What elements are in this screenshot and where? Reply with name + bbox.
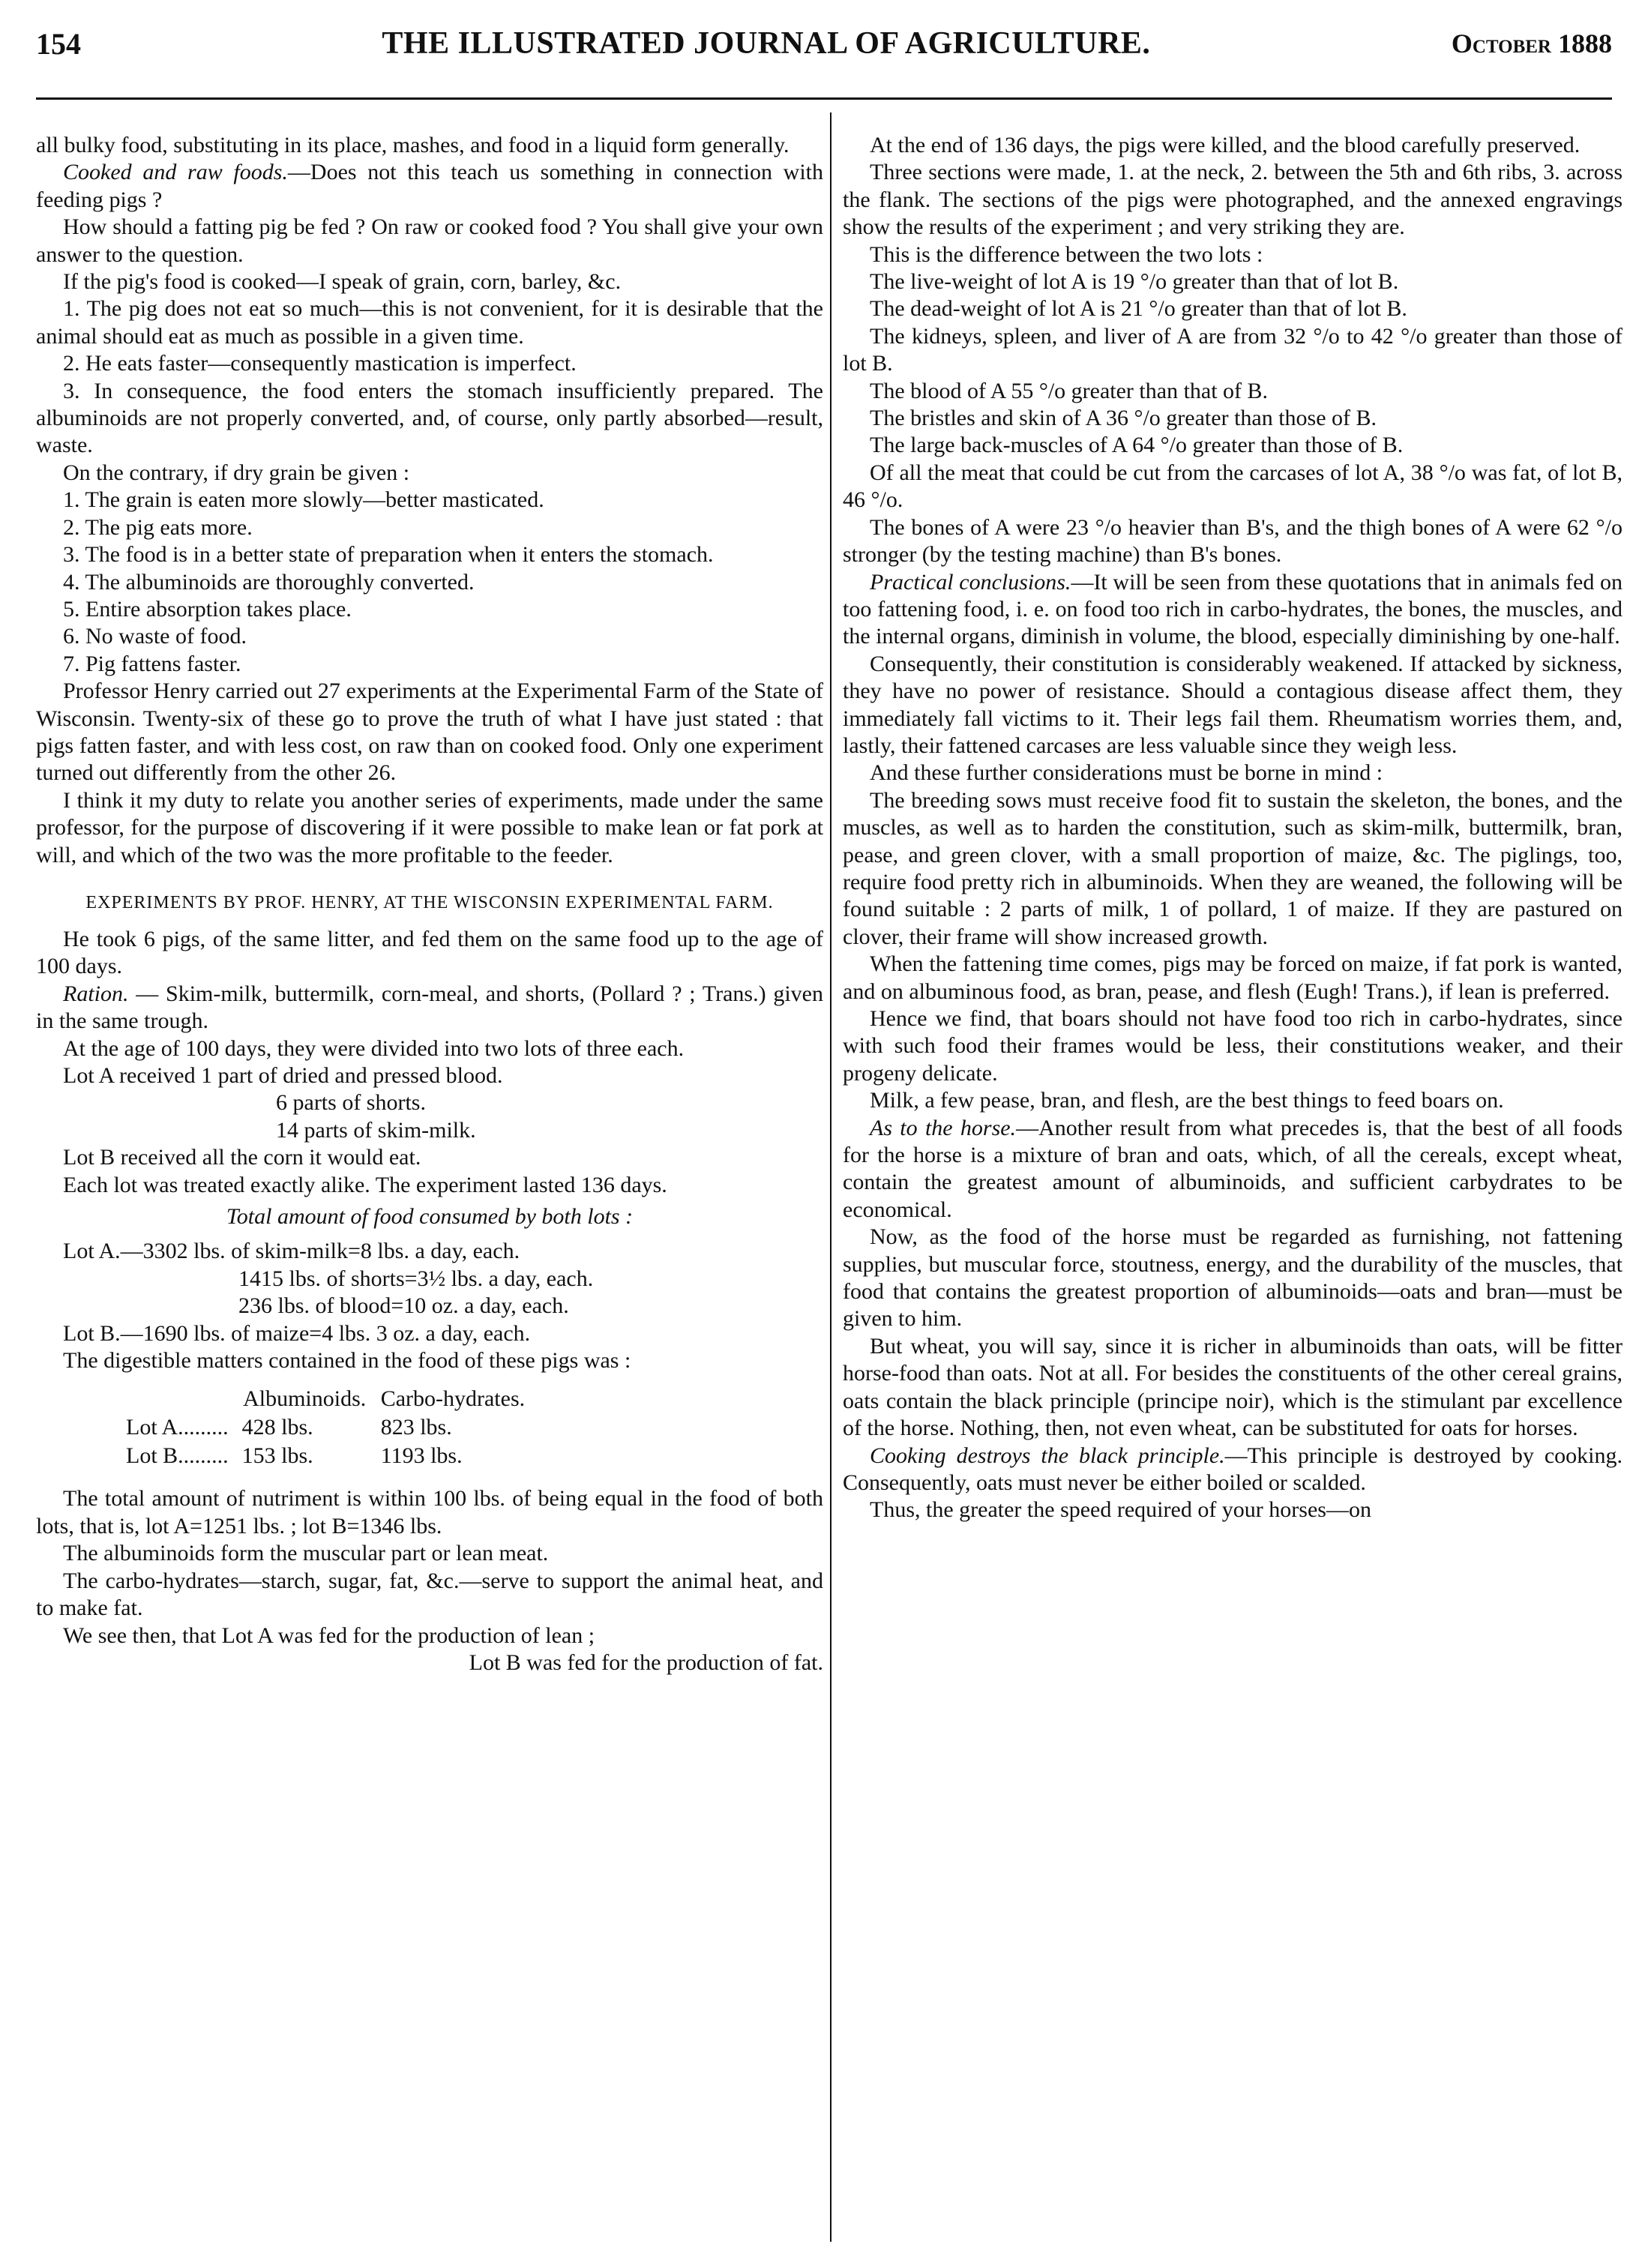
paragraph: We see then, that Lot A was fed for the production of lean ;: [63, 1622, 595, 1648]
table-header: [126, 1385, 242, 1413]
paragraph: [843, 569, 1623, 651]
paragraph: This is the difference between the two lots :: [870, 241, 1263, 267]
paragraph: If the pig's food is cooked—I speak of grain, corn, barley, &c.: [63, 269, 622, 295]
paragraph: Three sections were made, 1. at the neck, 2. between the 5th and 6th ribs, 3. across the flank. The sections of the pigs were photographed, and the annexed engravings show the results of the experiment ; and very striking they are.: [843, 160, 1623, 240]
paragraph: He took 6 pigs, of the same litter, and fed them on the same food up to the age of 100 days.: [36, 926, 823, 979]
list-item: 5. Entire absorption takes place.: [63, 596, 352, 622]
section-heading: EXPERIMENTS BY PROF. HENRY, AT THE WISCONSIN EXPERIMENTAL FARM.: [85, 892, 774, 912]
paragraph: The digestible matters contained in the food of these pigs was :: [63, 1348, 631, 1374]
table-cell: 153 lbs.: [241, 1443, 313, 1469]
paragraph: [36, 159, 823, 214]
paragraph-continuation: 14 parts of skim-milk.: [276, 1117, 476, 1143]
paragraph: The large back-muscles of A 64 °/o greater than those of B.: [870, 433, 1404, 458]
paragraph: The breeding sows must receive food fit to sustain the skeleton, the bones, and the muscles, as well as to harden the constitution, such as skim-milk, buttermilk, bran, pease, and green clover, with a small proportion of maize, &c. The piglings, too, require food pretty rich in albuminoids. When they are weaned, the following will be found suitable : 2 parts of milk, 1 of pollard, 1 of maize. If they are pastured on clover, their frame will show increased growth.: [843, 787, 1623, 949]
list-item: 4. The albuminoids are thoroughly converted.: [63, 569, 475, 595]
paragraph: The bones of A were 23 °/o heavier than B's, and the thigh bones of A were 62 °/o stronger (by the testing machine) than B's bones.: [843, 514, 1623, 568]
left-column: [36, 132, 823, 2239]
header-rule: [36, 97, 1612, 100]
paragraph: On the contrary, if dry grain be given :: [63, 460, 410, 485]
table-cell: 1193 lbs.: [380, 1443, 463, 1469]
page-number: 154: [36, 26, 81, 61]
paragraph: The carbo-hydrates—starch, sugar, fat, &c.—serve to support the animal heat, and to make fat.: [36, 1568, 823, 1621]
paragraph: [843, 1443, 1623, 1497]
paragraph-continuation: 236 lbs. of blood=10 oz. a day, each.: [238, 1293, 569, 1319]
paragraph-continuation: Lot B was fed for the production of fat.: [469, 1649, 823, 1675]
list-item: 1. The grain is eaten more slowly—better masticated.: [63, 487, 544, 513]
paragraph: [36, 981, 823, 1035]
digestible-matters-table: [126, 1385, 538, 1470]
paragraph: Now, as the food of the horse must be regarded as furnishing, not fattening supplies, but muscular force, stoutness, energy, and the durability of the muscles, that food that contains the greatest proportion of albuminoids—oats and bran—must be given to him.: [843, 1224, 1623, 1332]
run-in-heading: Cooking destroys the black principle.: [870, 1443, 1225, 1468]
list-item: 3. In consequence, the food enters the stomach insufficiently prepared. The albuminoids are not properly converted, and, of course, only partly absorbed—result, waste.: [36, 378, 823, 458]
paragraph: I think it my duty to relate you another series of experiments, made under the same professor, for the purpose of discovering if it were possible to make lean or fat pork at will, and which of the two was the more profitable to the feeder.: [36, 787, 823, 867]
table-header: Carbo-hydrates.: [380, 1386, 526, 1412]
table-header-row: [126, 1385, 538, 1413]
list-item: 3. The food is in a better state of preparation when it enters the stomach.: [63, 542, 714, 568]
table-cell: Lot A.........: [126, 1415, 229, 1440]
table-header: Albuminoids.: [243, 1386, 367, 1412]
paragraph: Thus, the greater the speed required of your horses—on: [870, 1497, 1371, 1523]
paragraph-text: —Does not this teach us something in connection with feeding pigs ?: [36, 160, 823, 212]
paragraph: When the fattening time comes, pigs may be forced on maize, if fat pork is wanted, and on albuminous food, as bran, pease, and flesh (Eugh! Trans.), if lean is preferred.: [843, 951, 1623, 1004]
paragraph: Lot B.—1690 lbs. of maize=4 lbs. 3 oz. a day, each.: [63, 1320, 531, 1346]
paragraph: The live-weight of lot A is 19 °/o greater than that of lot B.: [870, 269, 1399, 295]
run-in-heading: As to the horse.: [870, 1115, 1017, 1140]
table-cell: Lot B.........: [126, 1443, 229, 1469]
paragraph-text: — Skim-milk, buttermilk, corn-meal, and shorts, (Pollard ? ; Trans.) given in the same trough.: [36, 981, 823, 1034]
paragraph: How should a fatting pig be fed ? On raw or cooked food ? You shall give your own answer to the question.: [36, 214, 823, 267]
paragraph: Consequently, their constitution is considerably weakened. If attacked by sickness, they have no power of resistance. Should a contagious disease affect them, they immediately fall victims to it. Their legs fail them. Rheumatism worries them, and, lastly, their fattened carcases are less valuable since they weigh less.: [843, 651, 1623, 758]
list-item: 2. He eats faster—consequently mastication is imperfect.: [63, 351, 577, 376]
paragraph: Professor Henry carried out 27 experiments at the Experimental Farm of the State of Wisconsin. Twenty-six of these go to prove the truth of what I have just stated : that pigs fatten faster, and with less cost, on raw than on cooked food. Only one experiment turned out differently from the other 26.: [36, 679, 823, 786]
paragraph-continuation: 1415 lbs. of shorts=3½ lbs. a day, each.: [238, 1266, 594, 1291]
subheading: Total amount of food consumed by both lots :: [226, 1204, 634, 1230]
table-cell: 823 lbs.: [380, 1415, 452, 1440]
paragraph: The bristles and skin of A 36 °/o greater than those of B.: [870, 406, 1377, 431]
paragraph: The total amount of nutriment is within 100 lbs. of being equal in the food of both lots, that is, lot A=1251 lbs. ; lot B=1346 lbs.: [36, 1486, 823, 1538]
paragraph-continuation: 6 parts of shorts.: [276, 1090, 426, 1116]
issue-date: October 1888: [1451, 28, 1612, 58]
paragraph: But wheat, you will say, since it is richer in albuminoids than oats, will be fitter horse-food than oats. Not at all. For besides the constituents of the other cereal grains, oats contain the black principle (principe noir), which is the stimulant par excellence of the horse. Nothing, then, not even wheat, can be substituted for oats for horses.: [843, 1333, 1623, 1441]
paragraph-text: —It will be seen from these quotations that in animals fed on too fattening food, i. e. on food too rich in carbo-hydrates, the bones, the muscles, and the internal organs, diminish in volume, the blood, especially diminishing by one-half.: [843, 569, 1623, 649]
table-cell: 428 lbs.: [241, 1415, 313, 1440]
paragraph: And these further considerations must be borne in mind :: [870, 760, 1383, 786]
paragraph: Of all the meat that could be cut from the carcases of lot A, 38 °/o was fat, of lot B, 46 °/o.: [843, 460, 1623, 513]
right-column: [843, 132, 1623, 2239]
list-item: 7. Pig fattens faster.: [63, 651, 241, 676]
run-in-heading: Ration.: [63, 981, 129, 1006]
paragraph-text: —This principle is destroyed by cooking. Consequently, oats must never be either boiled or scalded.: [843, 1443, 1623, 1495]
paragraph: The albuminoids form the muscular part or lean meat.: [63, 1541, 549, 1566]
run-in-heading: Practical conclusions.: [870, 569, 1071, 595]
paragraph: [843, 1115, 1623, 1224]
column-divider: [830, 112, 831, 2242]
table-row: [126, 1413, 538, 1442]
paragraph: Lot B received all the corn it would eat.: [63, 1145, 421, 1170]
paragraph: Lot A.—3302 lbs. of skim-milk=8 lbs. a day, each.: [63, 1239, 520, 1264]
paragraph: The blood of A 55 °/o greater than that of B.: [870, 378, 1269, 403]
paragraph: The dead-weight of lot A is 21 °/o greater than that of lot B.: [870, 296, 1407, 322]
paragraph: Each lot was treated exactly alike. The experiment lasted 136 days.: [63, 1172, 667, 1197]
list-item: 6. No waste of food.: [63, 624, 247, 649]
paragraph: The kidneys, spleen, and liver of A are from 32 °/o to 42 °/o greater than those of lot B.: [843, 323, 1623, 376]
paragraph: At the end of 136 days, the pigs were killed, and the blood carefully preserved.: [870, 133, 1581, 157]
list-item: 2. The pig eats more.: [63, 514, 253, 540]
journal-title: THE ILLUSTRATED JOURNAL OF AGRICULTURE.: [382, 26, 1151, 61]
paragraph: Hence we find, that boars should not have food too rich in carbo-hydrates, since with such food their frames would be less, their constitutions weaker, and their progeny delicate.: [843, 1006, 1623, 1086]
paragraph: Lot A received 1 part of dried and pressed blood.: [63, 1063, 503, 1088]
paragraph-text: —Another result from what precedes is, that the best of all foods for the horse is a mixture of bran and oats, which, of all the cereals, except wheat, contain the greatest amount of albuminoids, and sufficient carbydrates to be economical.: [843, 1115, 1623, 1222]
paragraph: all bulky food, substituting in its place, mashes, and food in a liquid form generally.: [36, 133, 790, 157]
run-in-heading: Cooked and raw foods.: [63, 160, 288, 185]
table-row: [126, 1442, 538, 1470]
paragraph: Milk, a few pease, bran, and flesh, are the best things to feed boars on.: [870, 1088, 1504, 1113]
paragraph: At the age of 100 days, they were divided into two lots of three each.: [63, 1035, 685, 1061]
list-item: 1. The pig does not eat so much—this is not convenient, for it is desirable that the animal should eat as much as possible in a given time.: [36, 296, 823, 349]
page-header: [36, 19, 1612, 67]
